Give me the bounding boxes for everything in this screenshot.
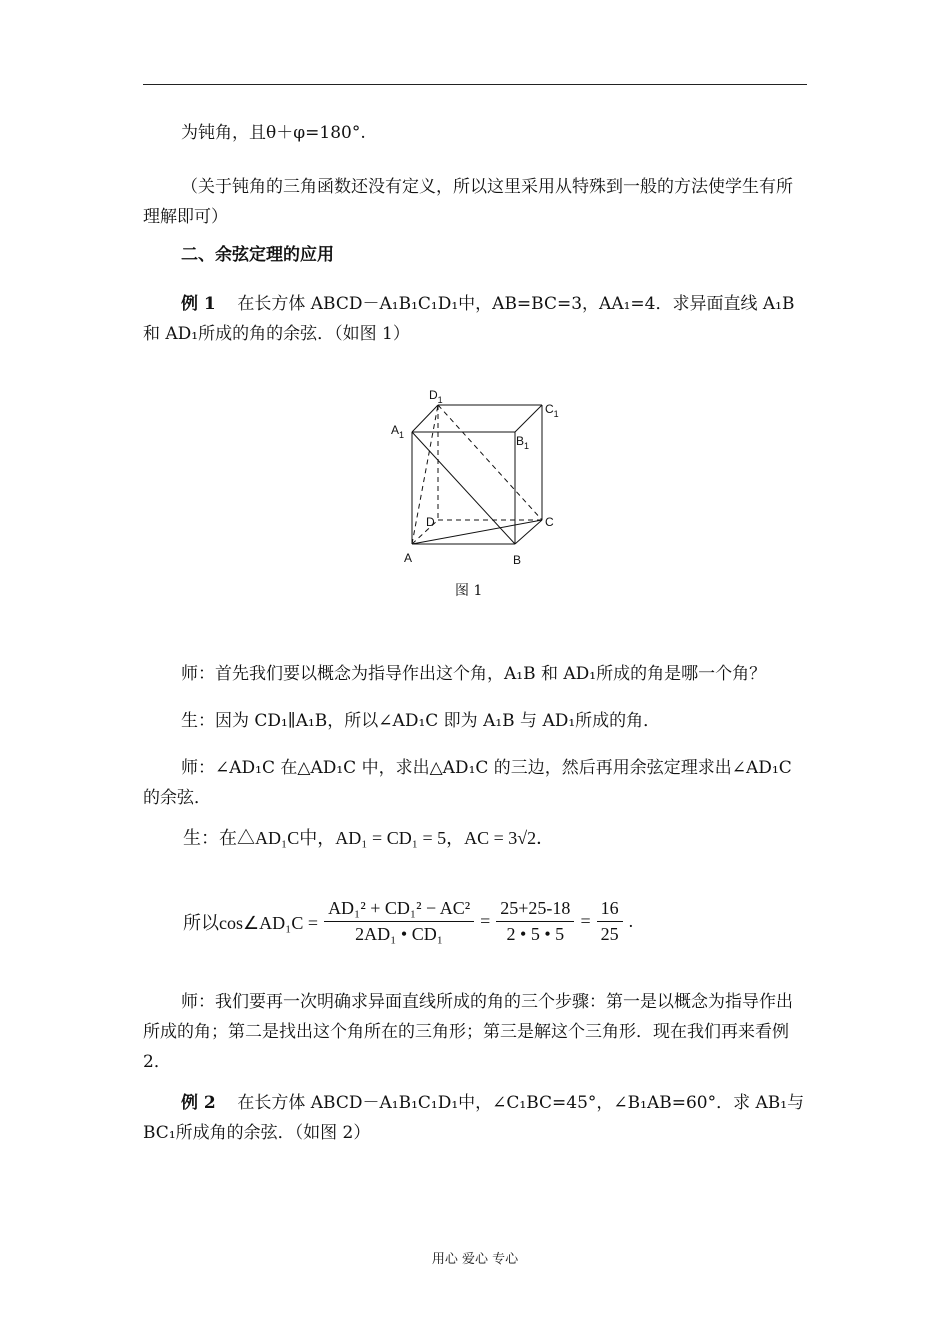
equals-sign-2: = — [580, 911, 591, 931]
fraction-3-numerator: 16 — [597, 898, 623, 922]
example-1 — [143, 289, 807, 349]
label-d1: $D_1$ — [429, 388, 443, 405]
para-steps: 师：我们要再一次明确求异面直线所成的角的三个步骤：第一是以概念为指导作出所成的角；第二是找出这个角所在的三角形；第三是解这个三角形．现在我们再来看例 2． — [143, 992, 793, 1072]
fraction-law-of-cosines — [324, 898, 474, 945]
label-b: B — [513, 553, 522, 567]
figure-1-caption: 图 1 — [455, 583, 483, 599]
label-d: D — [426, 515, 435, 529]
fraction-1-denominator: 2AD₁ • CD₁ — [355, 924, 444, 944]
equals-sign-1: = — [480, 911, 491, 931]
edge-b-c — [515, 520, 542, 544]
fraction-3-denominator: 25 — [600, 924, 619, 944]
edge-b1-c1 — [515, 405, 542, 432]
para-obtuse: 为钝角，且θ＋φ=180°. — [181, 123, 366, 143]
equation-side-lengths: 生：在△AD₁C中，AD₁ = CD₁ = 5，AC = 3√2． — [183, 828, 555, 848]
fraction-2-numerator: 25+25-18 — [496, 898, 574, 922]
dialog-student-1: 生：因为 CD₁∥A₁B，所以∠AD₁C 即为 A₁B 与 AD₁所成的角． — [181, 711, 661, 731]
figure-1-cuboid — [385, 380, 575, 570]
fraction-result — [597, 898, 623, 945]
header-rule — [143, 84, 807, 85]
para-note: （关于钝角的三角函数还没有定义，所以这里采用从特殊到一般的方法使学生有所理解即可） — [143, 177, 793, 227]
label-a: A — [404, 551, 413, 565]
section-title: 二、余弦定理的应用 — [181, 245, 334, 265]
fraction-2-denominator: 2 • 5 • 5 — [506, 924, 565, 944]
dialog-teacher-1: 师：首先我们要以概念为指导作出这个角，A₁B 和 AD₁所成的角是哪一个角？ — [181, 664, 767, 684]
dialog-teacher-2: 师：∠AD₁C 在△AD₁C 中，求出△AD₁C 的三边，然后再用余弦定理求出∠AD₁C 的余弦． — [143, 758, 792, 808]
page-footer: 用心 爱心 专心 — [431, 1252, 519, 1267]
example-1-text: 在长方体 ABCD－A₁B₁C₁D₁中，AB=BC=3，AA₁=4．求异面直线 A₁B 和 AD₁所成的角的余弦．（如图 1） — [143, 294, 795, 344]
equation-prefix: 所以cos∠AD₁C = — [183, 912, 319, 933]
fraction-1-numerator: AD₁² + CD₁² − AC² — [324, 898, 474, 922]
example-1-label: 例 1 — [181, 294, 216, 314]
example-2 — [143, 1088, 807, 1148]
label-b1: $B_1$ — [516, 434, 530, 451]
hidden-diag-d1-c — [438, 405, 542, 520]
equation-end: . — [628, 911, 634, 931]
example-2-label: 例 2 — [181, 1093, 216, 1113]
label-c: C — [545, 515, 554, 529]
label-a1: $A_1$ — [391, 423, 405, 440]
fraction-substituted — [496, 898, 574, 945]
example-2-text: 在长方体 ABCD－A₁B₁C₁D₁中，∠C₁BC=45°，∠B₁AB=60°．求 AB₁与 BC₁所成角的余弦．（如图 2） — [143, 1093, 805, 1143]
equation-cosine — [183, 898, 633, 945]
label-c1: $C_1$ — [545, 402, 559, 419]
